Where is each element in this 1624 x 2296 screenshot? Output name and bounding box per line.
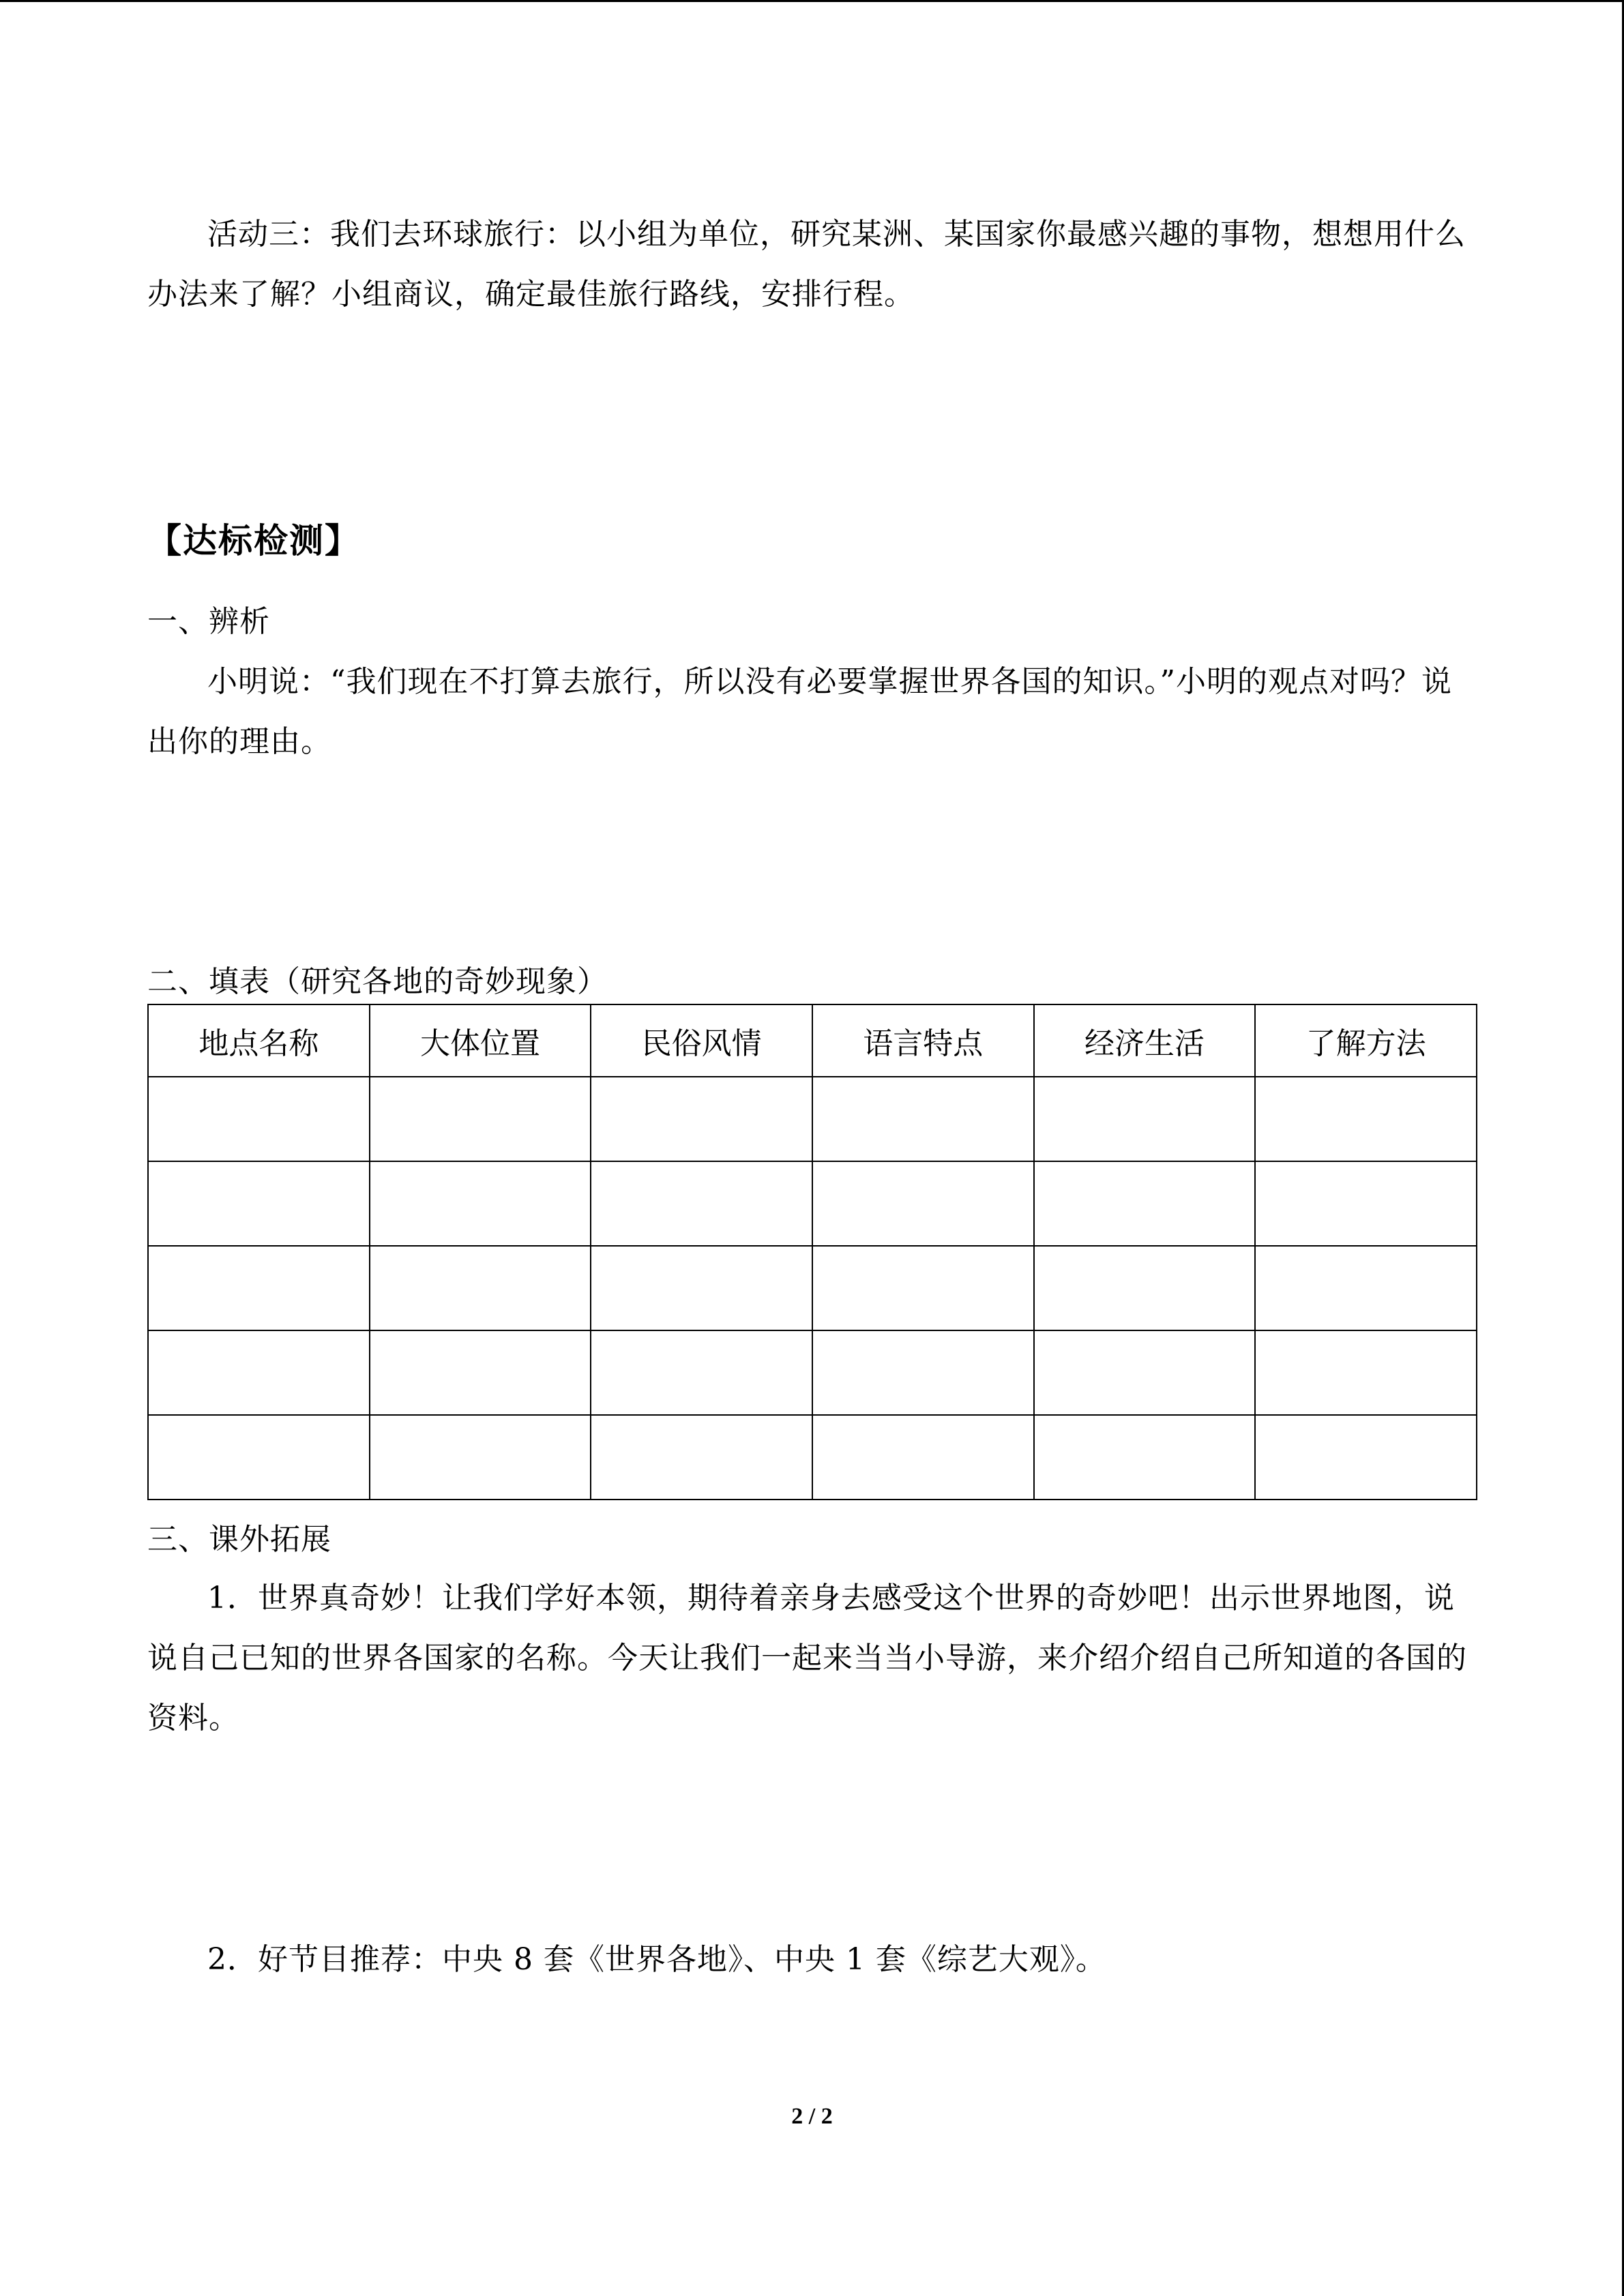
- table-cell[interactable]: [148, 1330, 370, 1415]
- table-cell[interactable]: [1255, 1077, 1477, 1161]
- table-cell[interactable]: [148, 1246, 370, 1330]
- table-row: [148, 1161, 1477, 1246]
- q3-item2: 2．好节目推荐：中央 8 套《世界各地》、中央 1 套《综艺大观》。: [207, 1942, 1106, 1977]
- table-row: [148, 1246, 1477, 1330]
- table-cell[interactable]: [1034, 1246, 1256, 1330]
- table-cell[interactable]: [812, 1415, 1034, 1500]
- table-cell[interactable]: [812, 1161, 1034, 1246]
- table-cell[interactable]: [1034, 1415, 1256, 1500]
- table-cell[interactable]: [370, 1246, 591, 1330]
- header-location: 大体位置: [370, 1004, 591, 1077]
- q1-body: 小明说：“我们现在不打算去旅行，所以没有必要掌握世界各国的知识。”小明的观点对吗？说出你的理由。: [147, 664, 1452, 759]
- table-cell[interactable]: [591, 1246, 812, 1330]
- table-cell[interactable]: [591, 1330, 812, 1415]
- table-cell[interactable]: [1255, 1330, 1477, 1415]
- table-cell[interactable]: [370, 1415, 591, 1500]
- table-cell[interactable]: [370, 1330, 591, 1415]
- table-cell[interactable]: [812, 1330, 1034, 1415]
- header-language: 语言特点: [812, 1004, 1034, 1077]
- table-cell[interactable]: [370, 1161, 591, 1246]
- table-cell[interactable]: [1034, 1161, 1256, 1246]
- table-cell[interactable]: [370, 1077, 591, 1161]
- table-cell[interactable]: [812, 1077, 1034, 1161]
- table-cell[interactable]: [1255, 1246, 1477, 1330]
- header-method: 了解方法: [1255, 1004, 1477, 1077]
- table-cell[interactable]: [591, 1415, 812, 1500]
- table-cell[interactable]: [591, 1161, 812, 1246]
- activity3-paragraph: 活动三：我们去环球旅行：以小组为单位，研究某洲、某国家你最感兴趣的事物，想想用什么办法来了解？小组商议，确定最佳旅行路线，安排行程。: [147, 217, 1466, 312]
- table-cell[interactable]: [591, 1077, 812, 1161]
- section-title: 【达标检测】: [147, 521, 360, 561]
- table-row: [148, 1415, 1477, 1500]
- table-row: [148, 1077, 1477, 1161]
- table-cell[interactable]: [1255, 1161, 1477, 1246]
- table-cell[interactable]: [1034, 1330, 1256, 1415]
- observation-table: [147, 1004, 1477, 1500]
- page-border-top: [0, 0, 1624, 2]
- table-header-row: [148, 1004, 1477, 1077]
- table-cell[interactable]: [1034, 1077, 1256, 1161]
- q2-title: 二、填表（研究各地的奇妙现象）: [147, 964, 608, 999]
- header-economy: 经济生活: [1034, 1004, 1256, 1077]
- table-cell[interactable]: [148, 1161, 370, 1246]
- header-place-name: 地点名称: [148, 1004, 370, 1077]
- q1-title: 一、辨析: [147, 604, 270, 639]
- q3-title: 三、课外拓展: [147, 1522, 331, 1557]
- table-cell[interactable]: [1255, 1415, 1477, 1500]
- table-cell[interactable]: [812, 1246, 1034, 1330]
- page-number: 2 / 2: [791, 2104, 833, 2129]
- header-customs: 民俗风情: [591, 1004, 812, 1077]
- q3-item1: 1．世界真奇妙！让我们学好本领，期待着亲身去感受这个世界的奇妙吧！出示世界地图，说说自己已知的世界各国家的名称。今天让我们一起来当当小导游，来介绍介绍自己所知道的各国的资料。: [147, 1581, 1467, 1735]
- table-row: [148, 1330, 1477, 1415]
- table-cell[interactable]: [148, 1415, 370, 1500]
- table-cell[interactable]: [148, 1077, 370, 1161]
